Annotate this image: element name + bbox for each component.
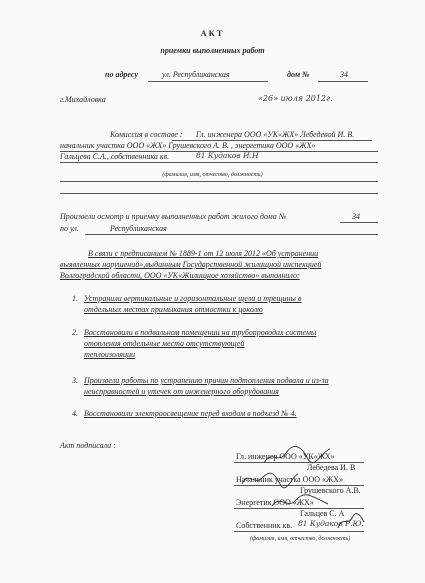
item-line: неисправностей и утечек от инженерного оборудования xyxy=(84,387,279,396)
inspection-street: Республиканская xyxy=(110,224,167,233)
item-line: отопления отдельные места отсутствующей xyxy=(84,339,245,348)
commission-line1: Гл. инженера ООО «УК«ЖХ» Лебедевой И. В. xyxy=(196,130,355,139)
signature-name: Гальцев С. А xyxy=(300,509,345,518)
inspection-line1: Произвели осмотр и приемку выполненных работ жилого дома № xyxy=(60,212,287,221)
item-number: 4. xyxy=(72,409,78,418)
doc-title: АКТ xyxy=(200,28,225,38)
signature-role: Энергетик ООО «ЖХ» xyxy=(236,498,314,507)
address-prefix: по адресу xyxy=(105,70,138,79)
inspection-street-prefix: по ул. xyxy=(60,224,79,233)
prescription-line3: Волгоградской области, ООО «УК«Жилищное хозяйство» выполнило: xyxy=(60,271,300,280)
date-handwritten: «26» июля 2012г. xyxy=(258,94,333,103)
signature-name: Грушевского А.В. xyxy=(300,486,361,495)
item-number: 1. xyxy=(72,294,78,303)
signature-role: Начальник участка ООО «ЖХ» xyxy=(236,475,343,484)
prescription-line2: выявленных нарушений»,выданным Государственной жилищной инспекцией xyxy=(60,260,322,269)
signed-label: Акт подписали : xyxy=(60,441,116,450)
item-number: 3. xyxy=(72,376,78,385)
signature-role: Гл. инженер ООО «УК«ЖХ» xyxy=(236,452,335,461)
item-line: Устранили вертикальные и горизонтальные щели и трещины в xyxy=(84,294,302,303)
signature-caption: (фамилия, имя, отчество, должность) xyxy=(250,536,351,542)
signature-scribble-icon xyxy=(262,445,332,467)
address-street: ул. Республиканская xyxy=(162,70,230,79)
commission-line2: начальник участка ООО «ЖХ» Грушевского А. В. , энергетика ООО «ЖХ» xyxy=(60,141,316,150)
signature-scribble-icon xyxy=(336,512,366,532)
commission-caption: (фамилия, имя, отчество, должность) xyxy=(162,172,263,178)
commission-prefix: Комиссия в составе : xyxy=(110,130,183,139)
house-number: 34 xyxy=(340,70,348,79)
item-line: отдельных местах примыкания отмостки к цоколю xyxy=(84,305,263,314)
signature-scribble-icon xyxy=(270,492,330,512)
place: г.Михайловка xyxy=(60,95,106,104)
doc-subtitle: приемки выполненных работ xyxy=(160,46,265,55)
item-line: Восстановили в подвальном помещении на трубопроводах системы xyxy=(84,328,317,337)
signature-owner-handwritten: 81 Кудаков Р.Ю. xyxy=(298,519,364,528)
prescription-line1: В связи с предписанием № 1889-1 от 12 июля 2012 «Об устранении xyxy=(88,249,319,258)
item-line: Восстановили электроосвещение перед входом в подъезд № 4. xyxy=(84,409,297,418)
house-label: дом № xyxy=(287,70,310,79)
signature-name: Лебедева И. В xyxy=(307,463,356,472)
item-line: Произвели работы по устранению причин подтопления подвала и из-за xyxy=(84,376,329,385)
signature-role: Собственник кв. xyxy=(236,521,293,530)
item-number: 2. xyxy=(72,328,78,337)
commission-owner-handwritten: 81 Кудаков И.Н xyxy=(196,151,259,160)
signature-scribble-icon xyxy=(240,468,300,490)
item-line: теплоизоляции xyxy=(84,350,135,359)
commission-line3: Гальцева С.А., собственника кв. xyxy=(60,152,170,161)
inspection-house-number: 34 xyxy=(352,212,360,221)
